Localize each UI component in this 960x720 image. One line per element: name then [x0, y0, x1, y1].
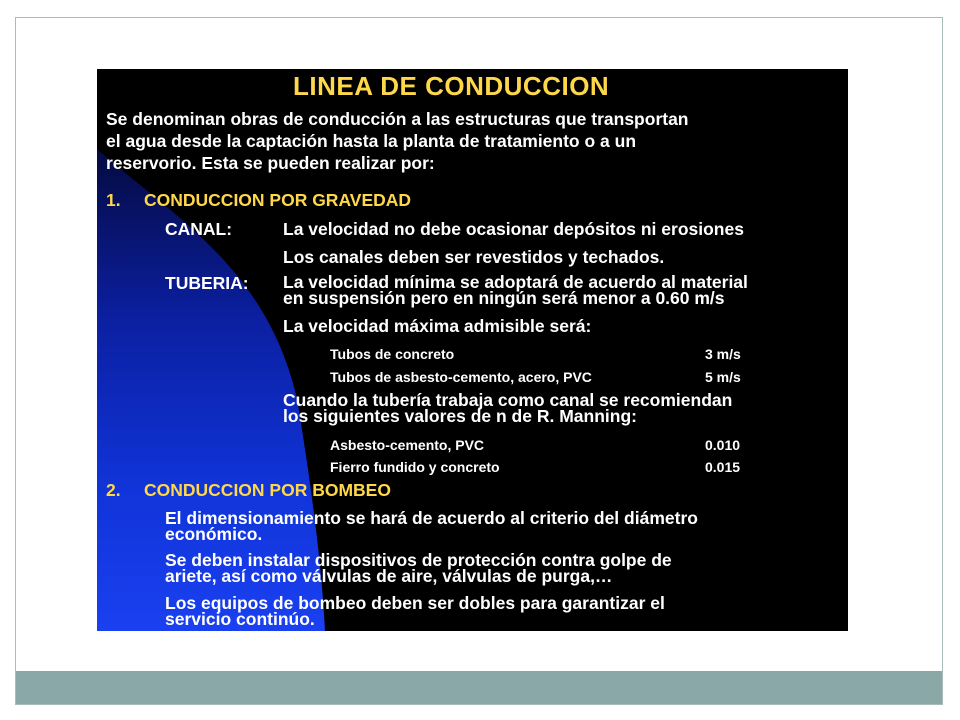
bombeo-item-2-line-2: ariete, así como válvulas de aire, válvulas de purga,… — [165, 566, 613, 586]
velocity-material-1: Tubos de concreto — [330, 346, 455, 362]
velocity-value-1: 3 m/s — [705, 346, 741, 362]
intro-line-3: reservorio. Esta se pueden realizar por: — [106, 153, 435, 173]
slide-image — [97, 69, 848, 631]
slide-title: LINEA DE CONDUCCION — [293, 71, 610, 101]
canal-line-2: Los canales deben ser revestidos y techados. — [283, 247, 665, 267]
bombeo-item-1-line-2: económico. — [165, 524, 263, 544]
canal-line-1: La velocidad no debe ocasionar depósitos ni erosiones — [283, 219, 744, 239]
bombeo-item-3-line-2: servicio continúo. — [165, 609, 315, 629]
tuberia-max: La velocidad máxima admisible será: — [283, 316, 592, 336]
bombeo-item-3-line-1: Los equipos de bombeo deben ser dobles para garantizar el — [165, 593, 665, 613]
velocity-material-2: Tubos de asbesto-cemento, acero, PVC — [330, 369, 592, 385]
tuberia-label: TUBERIA: — [165, 273, 249, 293]
manning-material-2: Fierro fundido y concreto — [330, 459, 500, 475]
tuberia-min-line-1: La velocidad mínima se adoptará de acuerdo al material — [283, 272, 748, 292]
footer-bar — [16, 671, 942, 704]
manning-intro-line-1: Cuando la tubería trabaja como canal se recomiendan — [283, 390, 733, 410]
canal-label: CANAL: — [165, 219, 233, 239]
section-2-heading: CONDUCCION POR BOMBEO — [144, 480, 391, 500]
section-1-number: 1. — [106, 190, 121, 210]
manning-material-1: Asbesto-cemento, PVC — [330, 437, 485, 453]
intro-line-2: el agua desde la captación hasta la planta de tratamiento o a un — [106, 131, 637, 151]
bombeo-item-2-line-1: Se deben instalar dispositivos de protección contra golpe de — [165, 550, 672, 570]
velocity-value-2: 5 m/s — [705, 369, 741, 385]
tuberia-min-line-2: en suspensión pero en ningún será menor a 0.60 m/s — [283, 288, 725, 308]
manning-intro-line-2: los siguientes valores de n de R. Manning: — [283, 406, 637, 426]
section-1-heading: CONDUCCION POR GRAVEDAD — [144, 190, 412, 210]
section-2-number: 2. — [106, 480, 121, 500]
intro-line-1: Se denominan obras de conducción a las estructuras que transportan — [106, 109, 689, 129]
manning-value-1: 0.010 — [705, 437, 741, 453]
bombeo-item-1-line-1: El dimensionamiento se hará de acuerdo al criterio del diámetro — [165, 508, 698, 528]
manning-value-2: 0.015 — [705, 459, 741, 475]
